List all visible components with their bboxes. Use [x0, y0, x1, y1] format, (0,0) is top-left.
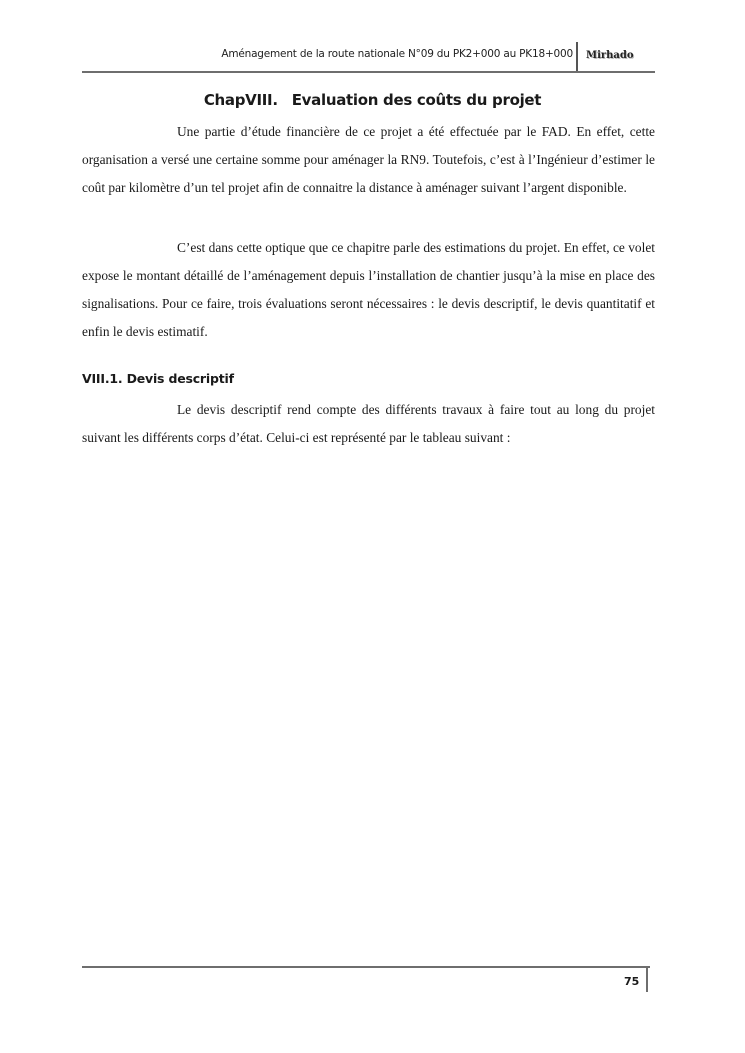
footer-separator: [646, 968, 648, 992]
chapter-name: Evaluation des coûts du projet: [291, 91, 542, 109]
paragraph-text: C’est dans cette optique que ce chapitre parle des estimations du projet. En effet, ce volet expose le montant détaillé de l’aménagement depuis l’installation de chantier jusqu’à la mise en place des signalisations. Pour ce faire, trois évaluations seront nécessaires : le devis descriptif, le devis quantitatif et enfin le devis estimatif.: [82, 240, 655, 339]
chapter-title: [0, 91, 745, 110]
intro-paragraph-1: [82, 118, 655, 202]
header-separator: [576, 42, 578, 72]
footer-rule: [82, 966, 650, 968]
paragraph-text: Une partie d’étude financière de ce projet a été effectuée par le FAD. En effet, cette organisation a versé une certaine somme pour aménager la RN9. Toutefois, c’est à l’Ingénieur d’estimer le coût par kilomètre d’un tel projet afin de connaitre la distance à aménager suivant l’argent disponible.: [82, 124, 655, 195]
section-paragraph: [82, 396, 655, 452]
header-title: Aménagement de la route nationale N°09 du PK2+000 au PK18+000: [221, 48, 573, 60]
page-number: 75: [624, 975, 640, 988]
header-rule: [82, 71, 655, 73]
page-header: [82, 42, 655, 72]
section-heading: VIII.1. Devis descriptif: [82, 371, 234, 386]
paragraph-text: Le devis descriptif rend compte des différents travaux à faire tout au long du projet suivant les différents corps d’état. Celui-ci est représenté par le tableau suivant :: [82, 402, 655, 445]
chapter-number: ChapVIII.: [203, 91, 278, 109]
intro-paragraph-2: [82, 234, 655, 346]
header-author: Mirhado: [586, 50, 634, 61]
